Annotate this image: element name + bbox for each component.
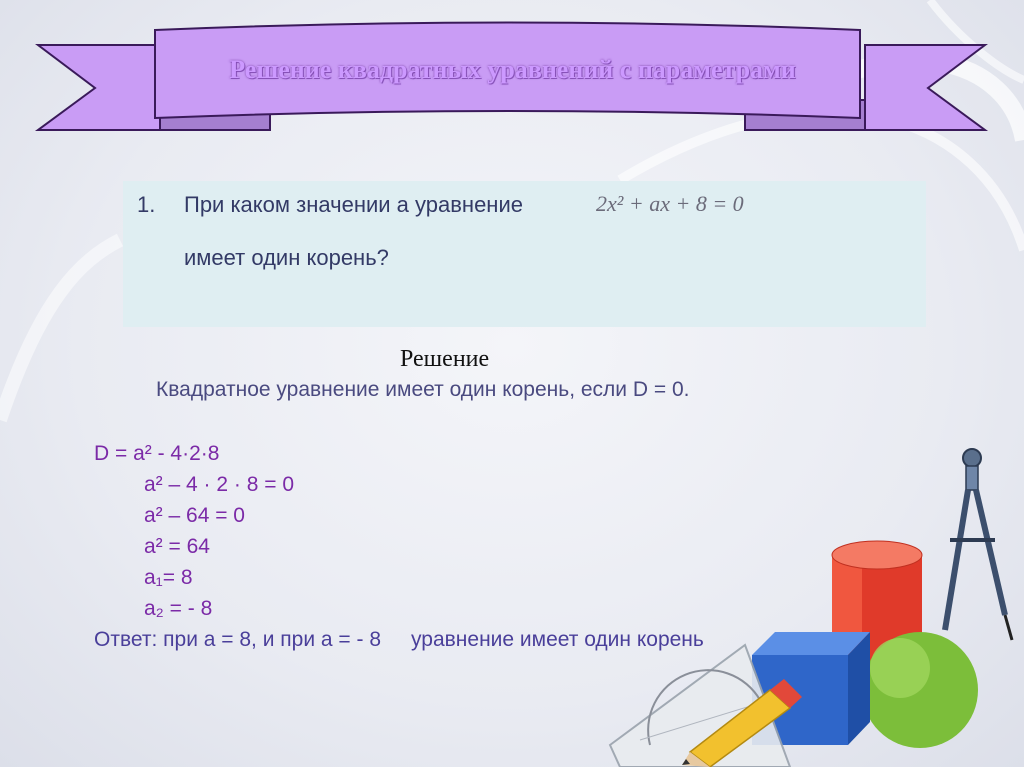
page-title: Решение квадратных уравнений с параметрами: [229, 55, 796, 84]
task-text-line1: При каком значении а уравнение: [184, 192, 523, 217]
solution-heading: Решение: [400, 346, 490, 372]
solution-condition: Квадратное уравнение имеет один корень, если D = 0.: [156, 378, 690, 401]
task-text-line2: имеет один корень?: [184, 245, 389, 270]
compass-icon: [945, 449, 1012, 640]
solution-step: a₂ = - 8: [144, 597, 213, 620]
solution-step: D = a² - 4·2·8: [94, 442, 220, 465]
task-number: 1.: [137, 192, 156, 217]
task-equation: 2x² + ax + 8 = 0: [596, 191, 744, 216]
solution-step: a² – 4 · 2 · 8 = 0: [144, 473, 294, 496]
solution-step: a₁= 8: [144, 566, 193, 589]
green-sphere-icon: [862, 632, 978, 748]
solution-step: a² = 64: [144, 535, 210, 558]
answer-prefix: Ответ: при а = 8, и при а = - 8: [94, 628, 382, 651]
answer-suffix: уравнение имеет один корень: [411, 628, 704, 651]
solution-step: a² – 64 = 0: [144, 504, 245, 527]
